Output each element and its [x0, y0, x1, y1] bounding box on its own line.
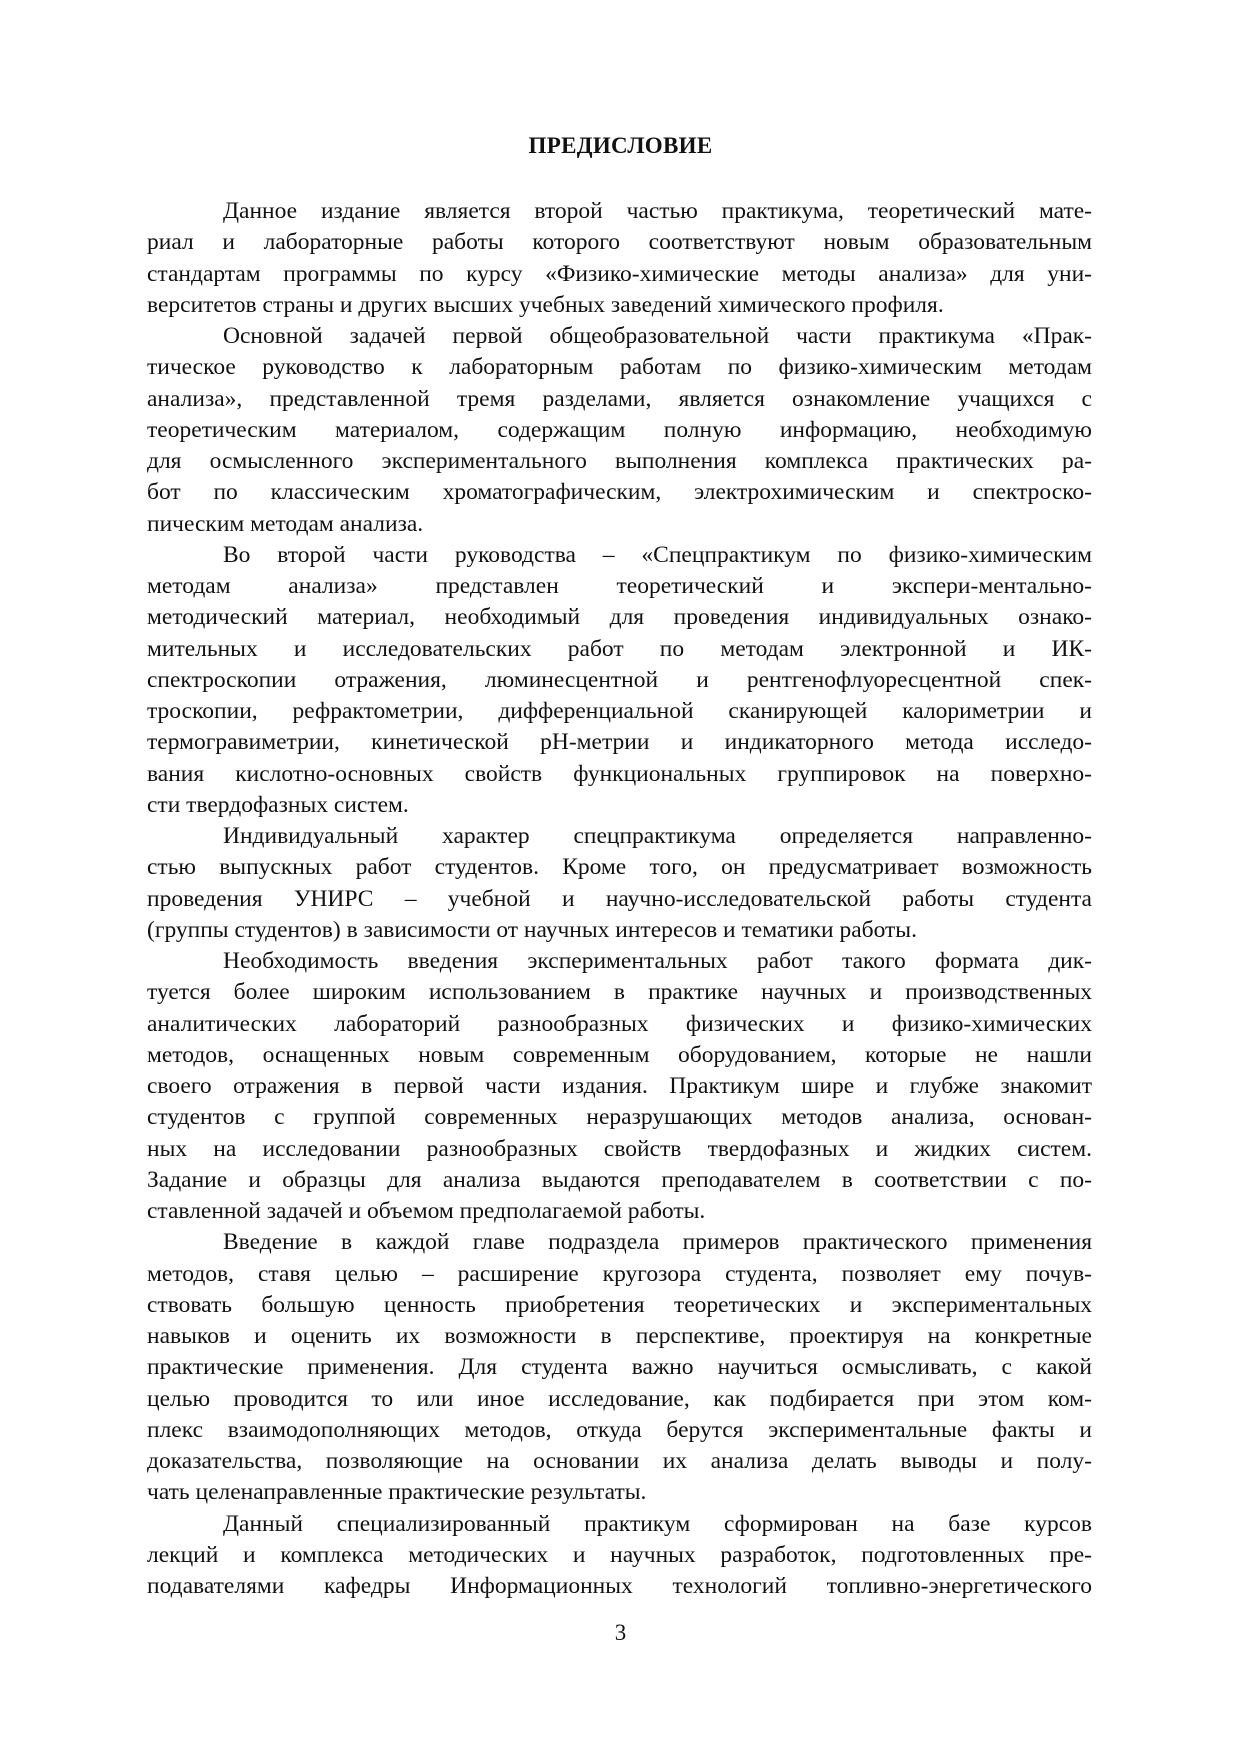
text-line: подавателями кафедры Информационных технологий топливно-энергетического — [147, 1573, 1092, 1599]
text-line: туется более широким использованием в практике научных и производственных — [147, 979, 1092, 1006]
paragraph — [147, 321, 1092, 540]
text-line: стандартам программы по курсу «Физико-химические методы анализа» для уни- — [147, 260, 1092, 287]
text-line: Введение в каждой главе подраздела примеров практического применения — [223, 1229, 1092, 1256]
text-line: спектроскопии отражения, люминесцентной и рентгенофлуоресцентной спек- — [147, 666, 1092, 693]
text-line: методам анализа» представлен теоретический и экспери-ментально- — [147, 573, 1092, 599]
text-line: пическим методам анализа. — [147, 510, 424, 537]
text-line: теоретическим материалом, содержащим полную информацию, необходимую — [147, 416, 1092, 443]
text-line: Индивидуальный характер спецпрактикума определяется направленно- — [223, 823, 1092, 849]
text-line: лекций и комплекса методических и научных разработок, подготовленных пре- — [147, 1541, 1092, 1568]
text-line: риал и лабораторные работы которого соответствуют новым образовательным — [147, 229, 1092, 256]
text-line: аналитических лабораторий разнообразных физических и физико-химических — [147, 1010, 1092, 1037]
paragraph — [147, 946, 1092, 1227]
text-line: сти твердофазных систем. — [147, 791, 409, 818]
page-title: ПРЕДИСЛОВИЕ — [528, 133, 713, 158]
paragraph — [147, 1227, 1092, 1508]
text-line: верситетов страны и других высших учебных заведений химического профиля. — [147, 291, 944, 318]
text-line: анализа», представленной тремя разделами, является ознакомление учащихся с — [147, 385, 1092, 412]
text-line: стью выпускных работ студентов. Кроме того, он предусматривает возможность — [147, 854, 1092, 881]
text-line: плекс взаимодополняющих методов, откуда берутся экспериментальные факты и — [147, 1416, 1092, 1443]
paragraph — [147, 821, 1092, 946]
paragraph — [147, 196, 1092, 321]
text-line: методов, оснащенных новым современным оборудованием, которые не нашли — [147, 1041, 1092, 1068]
text-line: студентов с группой современных неразрушающих методов анализа, основан- — [147, 1104, 1092, 1131]
text-line: доказательства, позволяющие на основании их анализа делать выводы и полу- — [147, 1448, 1092, 1474]
paragraph — [147, 1509, 1092, 1603]
text-line: методов, ставя целью – расширение кругозора студента, позволяет ему почув- — [147, 1260, 1092, 1287]
text-line: мительных и исследовательских работ по методам электронной и ИК- — [147, 635, 1092, 662]
text-line: ных на исследовании разнообразных свойств твердофазных и жидких систем. — [147, 1135, 1092, 1162]
page-number: 3 — [614, 1620, 627, 1645]
text-line: (группы студентов) в зависимости от научных интересов и тематики работы. — [147, 916, 917, 943]
text-line: проведения УНИРС – учебной и научно-исследовательской работы студента — [147, 885, 1092, 912]
text-line: ставленной задачей и объемом предполагаемой работы. — [147, 1198, 706, 1224]
text-line: Необходимость введения экспериментальных работ такого формата дик- — [223, 948, 1092, 974]
text-line: своего отражения в первой части издания. Практикум шире и глубже знакомит — [147, 1073, 1092, 1099]
text-line: методический материал, необходимый для проведения индивидуальных ознако- — [147, 604, 1092, 631]
text-line: навыков и оценить их возможности в перспективе, проектируя на конкретные — [147, 1323, 1092, 1349]
text-line: практические применения. Для студента важно научиться осмысливать, с какой — [147, 1354, 1092, 1381]
body-text — [147, 196, 1092, 1602]
text-line: для осмысленного экспериментального выполнения комплекса практических ра- — [147, 448, 1092, 474]
text-line: Данное издание является второй частью практикума, теоретический мате- — [223, 198, 1092, 224]
text-line: вания кислотно-основных свойств функциональных группировок на поверхно- — [147, 760, 1092, 787]
text-line: бот по классическим хроматографическим, электрохимическим и спектроско- — [147, 479, 1092, 506]
text-line: целью проводится то или иное исследование, как подбирается при этом ком- — [147, 1385, 1092, 1412]
text-line: тическое руководство к лабораторным работам по физико-химическим методам — [147, 354, 1092, 381]
text-line: термогравиметрии, кинетической pH-метрии и индикаторного метода исследо- — [147, 729, 1092, 756]
text-line: Во второй части руководства – «Спецпрактикум по физико-химическим — [223, 541, 1092, 568]
text-line: Данный специализированный практикум сформирован на базе курсов — [223, 1510, 1092, 1537]
text-line: Основной задачей первой общеобразовательной части практикума «Прак- — [223, 323, 1092, 349]
text-line: Задание и образцы для анализа выдаются преподавателем в соответствии с по- — [147, 1166, 1092, 1193]
paragraph — [147, 540, 1092, 821]
text-line: чать целенаправленные практические результаты. — [147, 1479, 647, 1506]
text-line: троскопии, рефрактометрии, дифференциальной сканирующей калориметрии и — [147, 698, 1092, 724]
text-line: ствовать большую ценность приобретения теоретических и экспериментальных — [147, 1291, 1092, 1318]
